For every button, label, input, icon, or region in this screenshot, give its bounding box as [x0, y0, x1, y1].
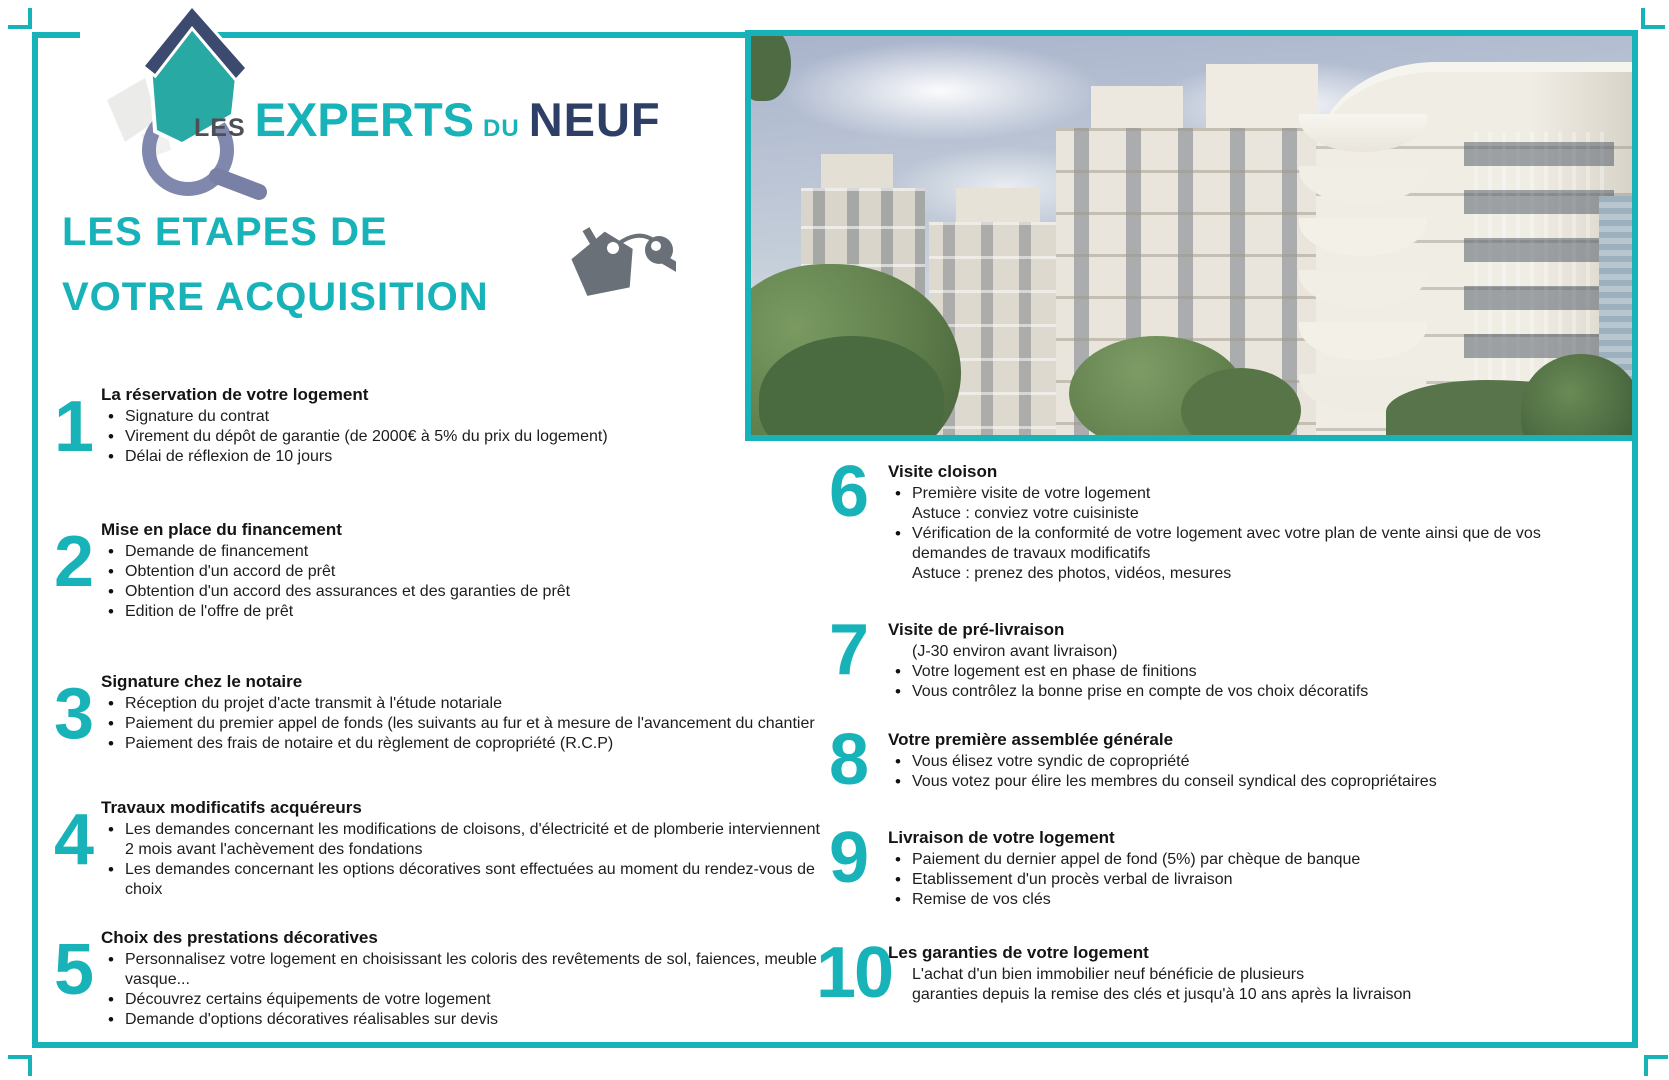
step-9-number: 9 — [828, 818, 868, 898]
brand-neuf: NEUF — [528, 93, 661, 146]
step-item: • Paiement du dernier appel de fond (5%) par chèque de banque — [888, 850, 1550, 870]
step-item: • Demande d'options décoratives réalisables sur devis — [101, 1010, 827, 1030]
step-item: • Vous votez pour élire les membres du conseil syndical des copropriétaires — [888, 772, 1550, 792]
step-item: • Découvrez certains équipements de votre logement — [101, 990, 827, 1010]
step-2-number: 2 — [53, 522, 93, 602]
step-item: • Vous contrôlez la bonne prise en compte de vos choix décoratifs — [888, 682, 1550, 702]
step-8-number: 8 — [828, 720, 868, 800]
step-1-items — [101, 407, 827, 467]
corner-mark-bottom-left — [8, 1055, 32, 1076]
page-title — [62, 200, 489, 330]
step-item-note: Astuce : prenez des photos, vidéos, mesures — [912, 565, 1232, 583]
step-7-items — [888, 642, 1550, 702]
brand-du: DU — [483, 115, 520, 142]
page-title-line1: LES ETAPES DE — [62, 210, 388, 254]
house-keys-icon — [558, 218, 676, 300]
step-item: • Virement du dépôt de garantie (de 2000€ à 5% du prix du logement) — [101, 427, 827, 447]
step-4 — [45, 797, 827, 900]
step-7 — [816, 610, 1550, 702]
step-1 — [45, 384, 827, 467]
page-title-line2: VOTRE ACQUISITION — [62, 274, 489, 319]
step-5 — [45, 927, 827, 1030]
step-9-items — [888, 850, 1550, 910]
step-item: • Vérification de la conformité de votre logement avec votre plan de vente ainsi que de vos demandes de travaux modificatifs — [888, 524, 1550, 564]
step-item: • Paiement du premier appel de fonds (les suivants au fur et à mesure de l'avancement du chantier — [101, 714, 827, 734]
step-1-heading: La réservation de votre logement — [101, 385, 369, 404]
step-3 — [45, 671, 827, 754]
step-5-items — [101, 950, 827, 1030]
step-item: • Obtention d'un accord des assurances et des garanties de prêt — [101, 582, 827, 602]
step-item-note: garanties depuis la remise des clés et jusqu'à 10 ans après la livraison — [912, 986, 1412, 1004]
step-4-items — [101, 820, 827, 900]
step-2 — [45, 519, 827, 622]
step-6-items — [888, 484, 1550, 584]
step-item-note: (J-30 environ avant livraison) — [912, 643, 1118, 661]
step-item: • Première visite de votre logement — [888, 484, 1550, 504]
step-item-note: Astuce : conviez votre cuisiniste — [912, 505, 1139, 523]
step-item: • Réception du projet d'acte transmit à l'étude notariale — [101, 694, 827, 714]
step-7-heading: Visite de pré-livraison — [888, 620, 1065, 639]
step-item-note: L'achat d'un bien immobilier neuf bénéficie de plusieurs — [912, 966, 1305, 984]
step-item: • Edition de l'offre de prêt — [101, 602, 827, 622]
step-9-heading: Livraison de votre logement — [888, 828, 1115, 847]
photo-building-back — [956, 188, 1040, 224]
brand-les: LES — [194, 114, 246, 142]
step-item: • Votre logement est en phase de finitions — [888, 662, 1550, 682]
step-6-number: 6 — [828, 452, 868, 532]
brand-experts: EXPERTS — [254, 93, 475, 146]
step-6 — [816, 452, 1550, 584]
step-2-heading: Mise en place du financement — [101, 520, 342, 539]
step-item: • Signature du contrat — [101, 407, 827, 427]
step-item: • Remise de vos clés — [888, 890, 1550, 910]
brand-wordmark — [194, 92, 661, 147]
step-8-items — [888, 752, 1550, 792]
step-5-number: 5 — [53, 930, 93, 1010]
step-10 — [816, 933, 1550, 1013]
step-4-heading: Travaux modificatifs acquéreurs — [101, 798, 362, 817]
step-4-number: 4 — [53, 800, 93, 880]
step-item: • Les demandes concernant les options décoratives sont effectuées au moment du rendez-vous de choix — [101, 860, 827, 900]
step-3-heading: Signature chez le notaire — [101, 672, 303, 691]
step-9 — [816, 818, 1550, 910]
step-2-items — [101, 542, 827, 622]
step-item: • Vous élisez votre syndic de copropriété — [888, 752, 1550, 772]
corner-mark-bottom-right — [1644, 1055, 1668, 1076]
step-8 — [816, 720, 1550, 800]
step-5-heading: Choix des prestations décoratives — [101, 928, 378, 947]
step-item: • Personnalisez votre logement en choisissant les coloris des revêtements de sol, faiences, meuble vasque... — [101, 950, 827, 990]
step-6-heading: Visite cloison — [888, 462, 998, 481]
step-item: • Les demandes concernant les modifications de cloisons, d'électricité et de plomberie interviennent 2 mois avant l'achèvement des fondations — [101, 820, 827, 860]
photo-building-back — [821, 154, 893, 190]
step-item: • Demande de financement — [101, 542, 827, 562]
step-8-heading: Votre première assemblée générale — [888, 730, 1174, 749]
building-photo — [745, 30, 1638, 441]
step-item: • Etablissement d'un procès verbal de livraison — [888, 870, 1550, 890]
step-item: • Délai de réflexion de 10 jours — [101, 447, 827, 467]
step-item: • Paiement des frais de notaire et du règlement de copropriété (R.C.P) — [101, 734, 827, 754]
step-10-heading: Les garanties de votre logement — [888, 943, 1149, 962]
step-7-number: 7 — [828, 610, 868, 690]
corner-mark-top-right — [1641, 8, 1665, 29]
step-3-items — [101, 694, 827, 754]
photo-cloud — [781, 41, 1101, 141]
step-item: • Obtention d'un accord de prêt — [101, 562, 827, 582]
step-10-number: 10 — [816, 933, 893, 1013]
step-1-number: 1 — [53, 387, 93, 467]
step-10-items — [888, 965, 1550, 1005]
step-3-number: 3 — [53, 674, 93, 754]
photo-building-penthouse — [1091, 86, 1183, 132]
corner-mark-top-left — [8, 8, 32, 29]
